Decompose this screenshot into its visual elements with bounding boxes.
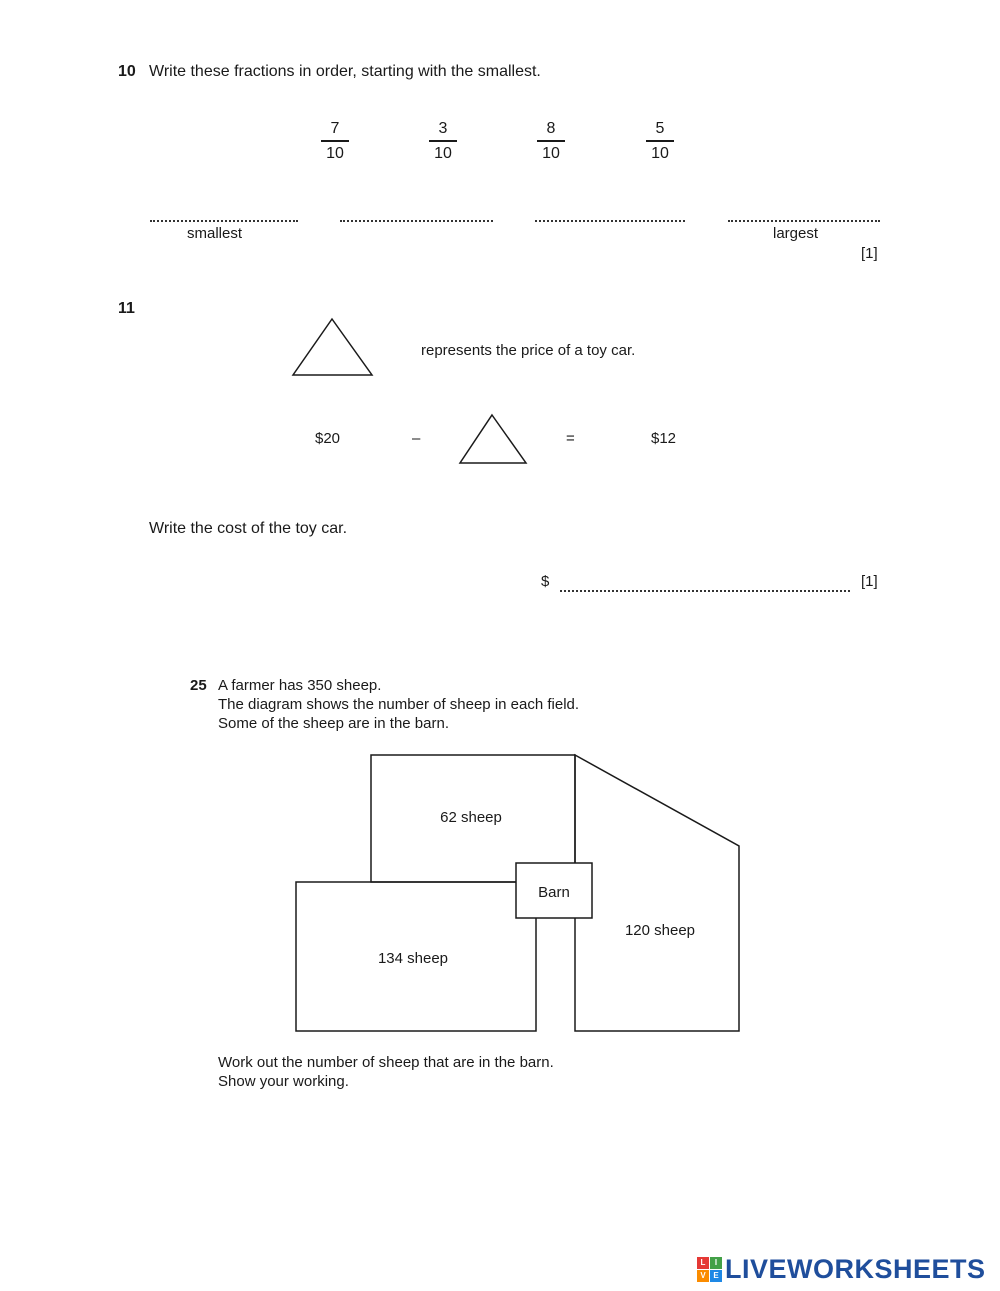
fraction-denominator: 10 xyxy=(651,144,669,162)
equation-right-value: $12 xyxy=(651,430,677,447)
work-out-line-2: Show your working. xyxy=(218,1073,349,1090)
fraction-numerator: 7 xyxy=(330,120,340,137)
logo-text: LIVEWORKSHEETS xyxy=(725,1254,986,1284)
field-left-label: 134 sheep xyxy=(377,950,449,967)
logo-block-e: E xyxy=(710,1270,722,1282)
question-11-prompt: Write the cost of the toy car. xyxy=(149,520,348,537)
field-right-label: 120 sheep xyxy=(624,922,696,939)
logo-block-i: I xyxy=(710,1257,722,1269)
label-smallest: smallest xyxy=(187,225,243,242)
triangle-represents-text: represents the price of a toy car. xyxy=(421,342,636,359)
logo-block-l: L xyxy=(697,1257,709,1269)
question-11-number: 11 xyxy=(118,300,135,317)
fraction-numerator: 3 xyxy=(438,120,448,137)
equation-minus-sign: – xyxy=(412,430,421,447)
liveworksheets-logo xyxy=(697,1254,986,1285)
fraction-numerator: 8 xyxy=(546,120,556,137)
fraction-numerator: 5 xyxy=(655,120,665,137)
equation-left-value: $20 xyxy=(315,430,341,447)
field-top-label: 62 sheep xyxy=(440,809,502,826)
question-25-line-3: Some of the sheep are in the barn. xyxy=(218,715,449,732)
logo-block-v: V xyxy=(697,1270,709,1282)
question-10-number: 10 xyxy=(118,63,136,80)
question-25-line-2: The diagram shows the number of sheep in each field. xyxy=(218,696,580,713)
barn-label: Barn xyxy=(538,884,570,901)
question-10-prompt: Write these fractions in order, starting with the smallest. xyxy=(149,63,541,80)
logo-color-blocks xyxy=(697,1257,722,1282)
field-right-outline xyxy=(575,755,739,1031)
question-25-number: 25 xyxy=(190,677,207,694)
question-11-marks: [1] xyxy=(861,573,878,590)
equation-equals-sign: = xyxy=(566,430,575,447)
question-25-line-1: A farmer has 350 sheep. xyxy=(218,677,382,694)
fraction-denominator: 10 xyxy=(326,144,344,162)
question-10-marks: [1] xyxy=(861,245,878,262)
fraction-denominator: 10 xyxy=(434,144,452,162)
dollar-sign: $ xyxy=(541,573,550,590)
work-out-line-1: Work out the number of sheep that are in the barn. xyxy=(218,1054,554,1071)
label-largest: largest xyxy=(773,225,819,242)
fraction-denominator: 10 xyxy=(542,144,560,162)
